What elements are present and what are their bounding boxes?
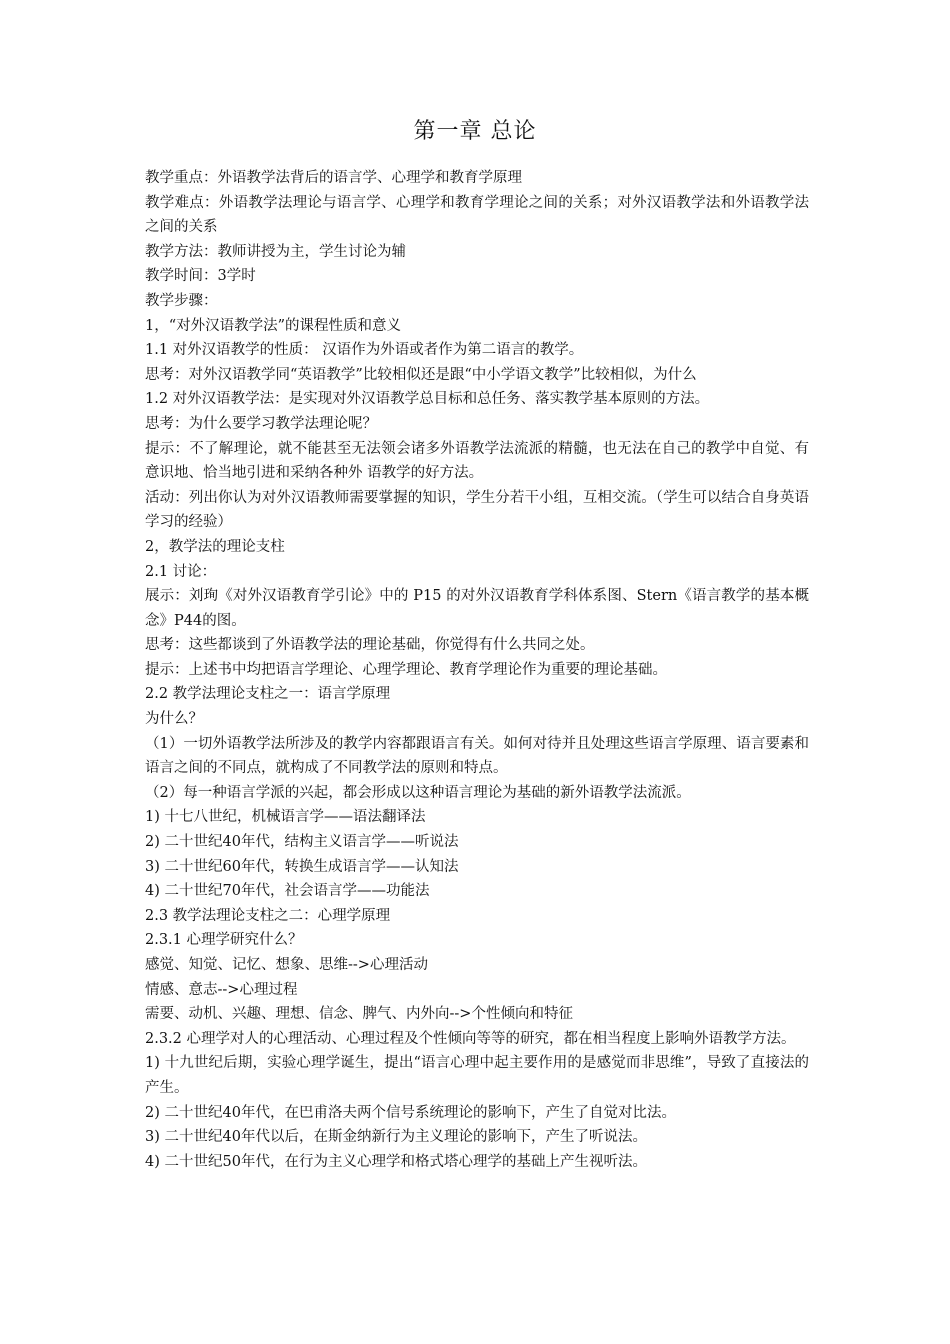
paragraph: 思考：对外汉语教学同“英语教学”比较相似还是跟“中小学语文教学”比较相似，为什么 [145,366,697,383]
chapter-title: 第一章 总论 [413,119,537,144]
section-heading: 1，“对外汉语教学法”的课程性质和意义 [145,317,402,334]
list-item: 2) 二十世纪40年代，结构主义语言学——听说法 [145,834,459,851]
paragraph: 2.3.1 心理学研究什么？ [145,932,303,949]
paragraph: 教学方法：教师讲授为主，学生讨论为辅 [145,243,406,260]
paragraph: 为什么？ [145,711,203,728]
paragraph: 感觉、知觉、记忆、想象、思维-->心理活动 [145,957,428,973]
list-item: 3) 二十世纪40年代以后，在斯金纳新行为主义理论的影响下，产生了听说法。 [145,1129,647,1146]
paragraph: 提示：不了解理论，就不能甚至无法领会诸多外语教学法流派的精髓，也无法在自己的教学中自觉、有意识地、恰当地引进和采纳各种外 语教学的好方法。 [145,440,809,482]
paragraph: 教学重点：外语教学法背后的语言学、心理学和教育学原理 [145,170,522,186]
paragraph: 思考：这些都谈到了外语教学法的理论基础，你觉得有什么共同之处。 [145,637,595,654]
paragraph: 展示：刘珣《对外汉语教育学引论》中的 P15 的对外汉语教育学科体系图、Stern《语言教学的基本概念》P44的图。 [145,588,809,629]
list-item: 1) 十九世纪后期，实验心理学诞生，提出“语言心理中起主要作用的是感觉而非思维”，导致了直接法的产生。 [145,1055,809,1096]
section-heading: 2，教学法的理论支柱 [145,538,285,555]
list-item: 3) 二十世纪60年代，转换生成语言学——认知法 [145,858,459,875]
list-item: 4) 二十世纪70年代，社会语言学——功能法 [145,883,430,900]
paragraph: 需要、动机、兴趣、理想、信念、脾气、内外向-->个性倾向和特征 [145,1006,573,1023]
document-body [145,166,809,1174]
subsection-heading: 2.2 教学法理论支柱之一：语言学原理 [145,686,391,703]
paragraph: （1）一切外语教学法所涉及的教学内容都跟语言有关。如何对待并且处理这些语言学原理、语言要素和语言之间的不同点，就构成了不同教学法的原则和特点。 [145,735,809,777]
subsection-heading: 2.3 教学法理论支柱之二：心理学原理 [145,907,391,924]
paragraph: 活动：列出你认为对外汉语教师需要掌握的知识，学生分若干小组，互相交流。（学生可以结合自身英语学习的经验） [145,489,809,531]
list-item: 4) 二十世纪50年代，在行为主义心理学和格式塔心理学的基础上产生视听法。 [145,1153,647,1170]
paragraph: 提示：上述书中均把语言学理论、心理学理论、教育学理论作为重要的理论基础。 [145,661,667,678]
paragraph: 1.2 对外汉语教学法：是实现对外汉语教学总目标和总任务、落实教学基本原则的方法。 [145,391,710,408]
paragraph: 2.1 讨论： [145,563,217,580]
list-item: 2) 二十世纪40年代，在巴甫洛夫两个信号系统理论的影响下，产生了自觉对比法。 [145,1104,676,1121]
paragraph: 教学时间：3学时 [145,268,256,285]
paragraph: （2）每一种语言学派的兴起，都会形成以这种语言理论为基础的新外语教学法流派。 [145,784,691,801]
paragraph: 思考：为什么要学习教学法理论呢？ [145,415,377,432]
paragraph: 情感、意志-->心理过程 [145,981,298,998]
list-item: 1) 十七八世纪，机械语言学——语法翻译法 [145,809,426,826]
paragraph: 教学步骤： [145,292,218,309]
paragraph: 教学难点：外语教学法理论与语言学、心理学和教育学理论之间的关系；对外汉语教学法和外语教学法之间的关系 [145,194,809,236]
paragraph: 1.1 对外汉语教学的性质： 汉语作为外语或者作为第二语言的教学。 [145,342,584,359]
paragraph: 2.3.2 心理学对人的心理活动、心理过程及个性倾向等等的研究，都在相当程度上影响外语教学方法。 [145,1030,796,1047]
